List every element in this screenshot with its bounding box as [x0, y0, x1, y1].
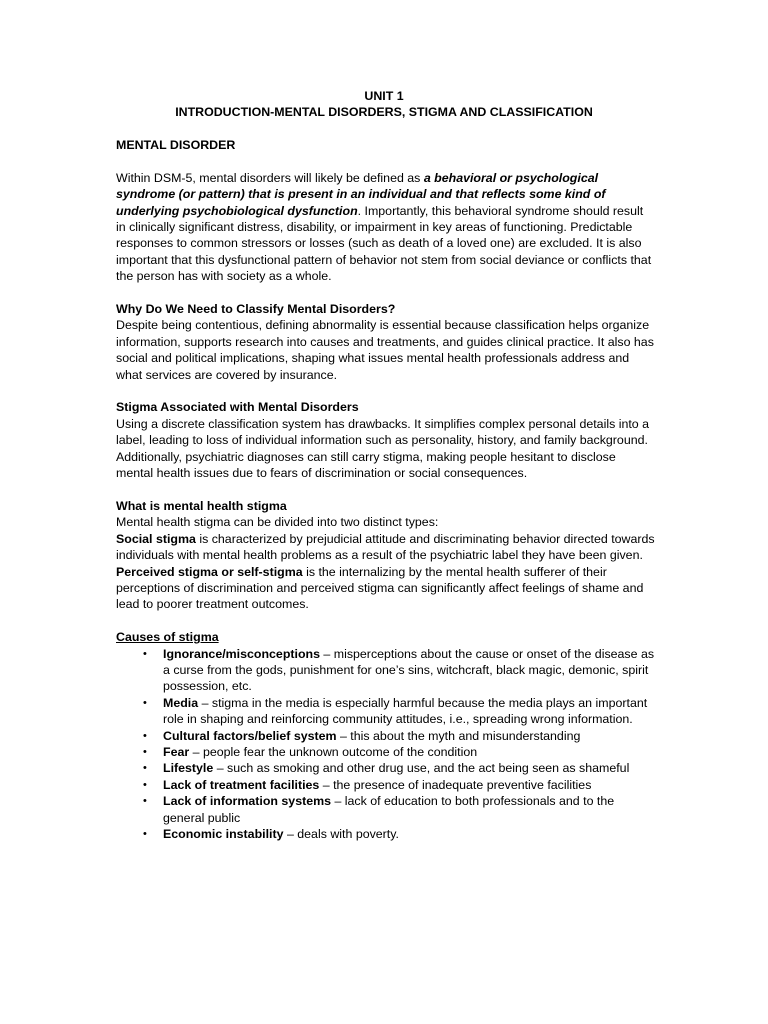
list-item: [116, 826, 656, 842]
term: Fear: [163, 744, 190, 759]
definition: – this about the myth and misunderstanding: [336, 728, 581, 743]
paragraph: Despite being contentious, defining abnormality is essential because classification helps organize information, supports research into causes and treatments, and guides clinical practice. It also has social and political implications, shaping what issues mental health professionals address and what services are covered by insurance.: [116, 318, 654, 382]
section-heading: Why Do We Need to Classify Mental Disorders?: [116, 302, 396, 317]
paragraph: [116, 564, 656, 613]
definition: – deals with poverty.: [283, 826, 399, 841]
section-mental-disorder: [116, 137, 656, 285]
bullet-icon: •: [143, 762, 147, 775]
definition: – misperceptions about the cause or onset of the disease as a curse from the gods, punishment for one’s sins, witchcraft, black magic, demonic, spirit possession, etc.: [163, 646, 655, 694]
paragraph: [116, 531, 656, 564]
document-title: INTRODUCTION-MENTAL DISORDERS, STIGMA AND CLASSIFICATION: [175, 105, 593, 120]
section-heading: MENTAL DISORDER: [116, 138, 236, 152]
list-item: [116, 777, 656, 793]
section-heading: Causes of stigma: [116, 630, 219, 645]
definition: is characterized by prejudicial attitude and discriminating behavior directed towards individuals with mental health problems as a result of the psychiatric label they have been given.: [116, 531, 655, 563]
definition: – people fear the unknown outcome of the condition: [189, 744, 478, 759]
definition: – stigma in the media is especially harmful because the media plays an important role in shaping and reinforcing community attitudes, i.e., spreading wrong information.: [163, 695, 648, 727]
list-item: [116, 646, 656, 695]
term: Economic instability: [163, 826, 284, 841]
term: Lack of treatment facilities: [163, 777, 320, 792]
paragraph: [116, 170, 656, 285]
list-item: [116, 793, 656, 826]
term: Media: [163, 695, 199, 710]
text-run: . Importantly, this behavioral syndrome should result in clinically significant distress, disability, or impairment in key areas of functioning. Predictable responses to common stressors or losses (such as death of a loved one) are excluded. It is also important that this dysfunctional pattern of behavior not stem from social deviance or conflicts that the person has with society as a whole.: [116, 203, 652, 284]
text-run: Within DSM-5, mental disorders will likely be defined as: [116, 170, 424, 185]
bullet-icon: •: [143, 647, 147, 660]
section-stigma-associated: [116, 399, 656, 481]
definition: – such as smoking and other drug use, and the act being seen as shameful: [213, 761, 630, 776]
term: Lifestyle: [163, 761, 214, 776]
list-item: [116, 760, 656, 776]
paragraph: Mental health stigma can be divided into two distinct types:: [116, 515, 439, 530]
term: Ignorance/misconceptions: [163, 646, 320, 661]
section-heading: What is mental health stigma: [116, 498, 287, 513]
section-heading: Stigma Associated with Mental Disorders: [116, 400, 359, 415]
bullet-icon: •: [143, 795, 147, 808]
bullet-icon: •: [143, 827, 147, 840]
list-item: [116, 728, 656, 744]
list-item: [116, 744, 656, 760]
emphasis-definition: a behavioral or psychological syndrome (or pattern) that is present in an individual and that reflects some kind of underlying psychobiological dysfunction: [116, 170, 606, 218]
term: Perceived stigma or self-stigma: [116, 564, 303, 579]
section-causes-of-stigma: [116, 629, 656, 842]
unit-label: UNIT 1: [364, 89, 404, 103]
definition: – the presence of inadequate preventive facilities: [319, 777, 592, 792]
title-block: [0, 88, 768, 121]
bullet-icon: •: [143, 778, 147, 791]
bullet-icon: •: [143, 745, 147, 758]
list-item: [116, 695, 656, 728]
definition: – lack of education to both professionals and to the general public: [163, 794, 615, 825]
term: Cultural factors/belief system: [163, 728, 337, 743]
section-what-is-stigma: [116, 498, 656, 613]
bullet-icon: •: [143, 696, 147, 709]
document-body: [116, 137, 656, 842]
term: Lack of information systems: [163, 794, 332, 809]
section-why-classify: [116, 301, 656, 383]
paragraph: Using a discrete classification system has drawbacks. It simplifies complex personal details into a label, leading to loss of individual information such as personality, history, and family background. Additionally, psychiatric diagnoses can still carry stigma, making people hesitant to disclose mental health issues due to fears of discrimination or social consequences.: [116, 416, 650, 481]
term: Social stigma: [116, 531, 196, 546]
bullet-icon: •: [143, 729, 147, 742]
causes-list: [116, 646, 656, 843]
definition: is the internalizing by the mental health sufferer of their perceptions of discrimination and perceived stigma can significantly affect feelings of shame and lead to poorer treatment outcomes.: [116, 564, 644, 612]
